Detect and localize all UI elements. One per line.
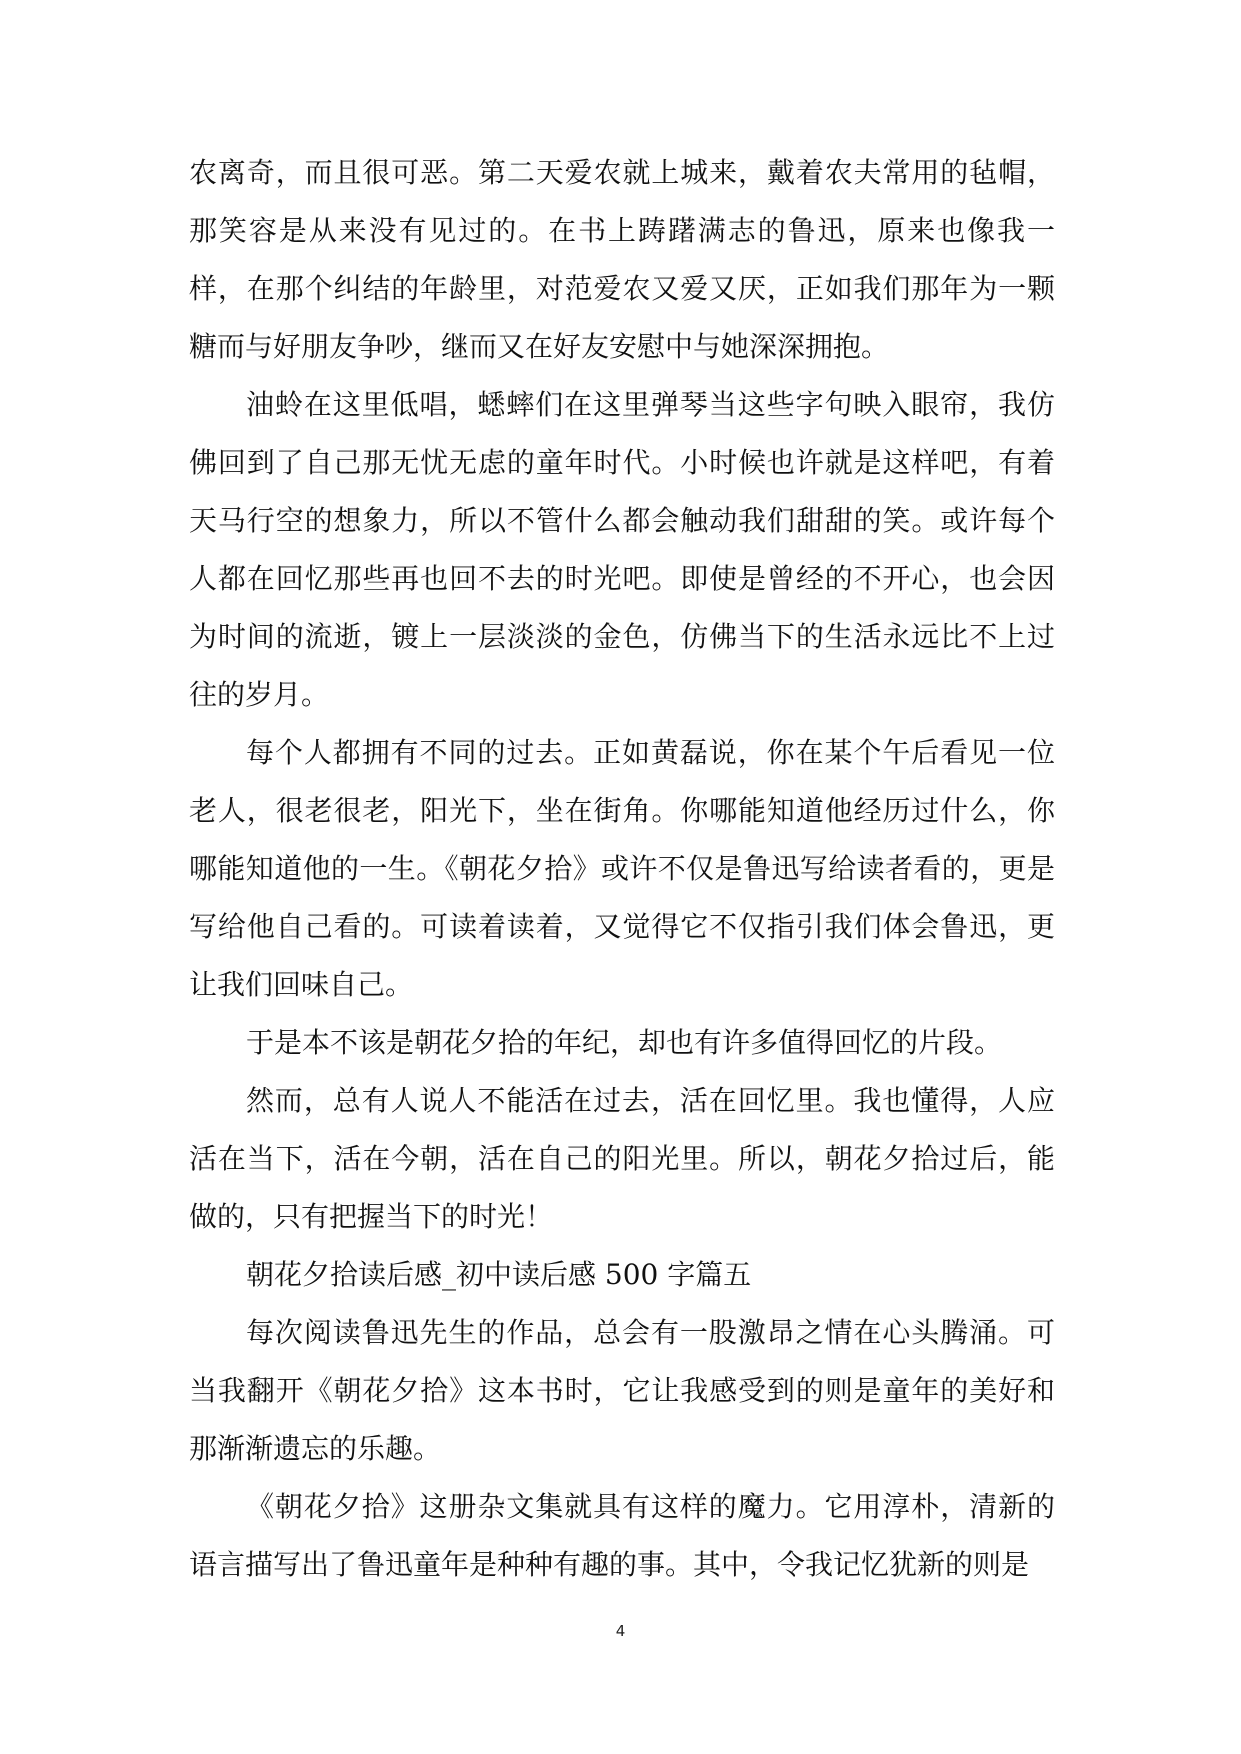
paragraph: 每个人都拥有不同的过去。正如黄磊说，你在某个午后看见一位老人，很老很老，阳光下，坐在街角。你哪能知道他经历过什么，你哪能知道他的一生。《朝花夕拾》或许不仅是鲁迅写给读者看的，更是写给他自己看的。可读着读着，又觉得它不仅指引我们体会鲁迅，更让我们回味自己。: [189, 736, 1055, 1001]
section-heading: 朝花夕拾读后感_初中读后感 500 字篇五: [246, 1258, 752, 1291]
paragraph: 农离奇，而且很可恶。第二天爱农就上城来，戴着农夫常用的毡帽，那笑容是从来没有见过的。在书上踌躇满志的鲁迅，原来也像我一样，在那个纠结的年龄里，对范爱农又爱又厌，正如我们那年为一颗糖而与好朋友争吵，继而又在好友安慰中与她深深拥抱。: [189, 156, 1055, 363]
paragraph: 油蛉在这里低唱，蟋蟀们在这里弹琴当这些字句映入眼帘，我仿佛回到了自己那无忧无虑的童年时代。小时候也许就是这样吧，有着天马行空的想象力，所以不管什么都会触动我们甜甜的笑。或许每个人都在回忆那些再也回不去的时光吧。即使是曾经的不开心，也会因为时间的流逝，镀上一层淡淡的金色，仿佛当下的生活永远比不上过往的岁月。: [189, 388, 1055, 711]
paragraph: 于是本不该是朝花夕拾的年纪，却也有许多值得回忆的片段。: [246, 1026, 1003, 1059]
paragraph: 《朝花夕拾》这册杂文集就具有这样的魔力。它用淳朴，清新的语言描写出了鲁迅童年是种种有趣的事。其中，令我记忆犹新的则是: [189, 1490, 1055, 1581]
page-number: 4: [615, 1622, 626, 1640]
paragraph: 每次阅读鲁迅先生的作品，总会有一股激昂之情在心头腾涌。可当我翻开《朝花夕拾》这本书时，它让我感受到的则是童年的美好和那渐渐遗忘的乐趣。: [189, 1316, 1055, 1465]
document-body: [189, 144, 1055, 1594]
paragraph: 然而，总有人说人不能活在过去，活在回忆里。我也懂得，人应活在当下，活在今朝，活在自己的阳光里。所以，朝花夕拾过后，能做的，只有把握当下的时光！: [189, 1084, 1055, 1233]
